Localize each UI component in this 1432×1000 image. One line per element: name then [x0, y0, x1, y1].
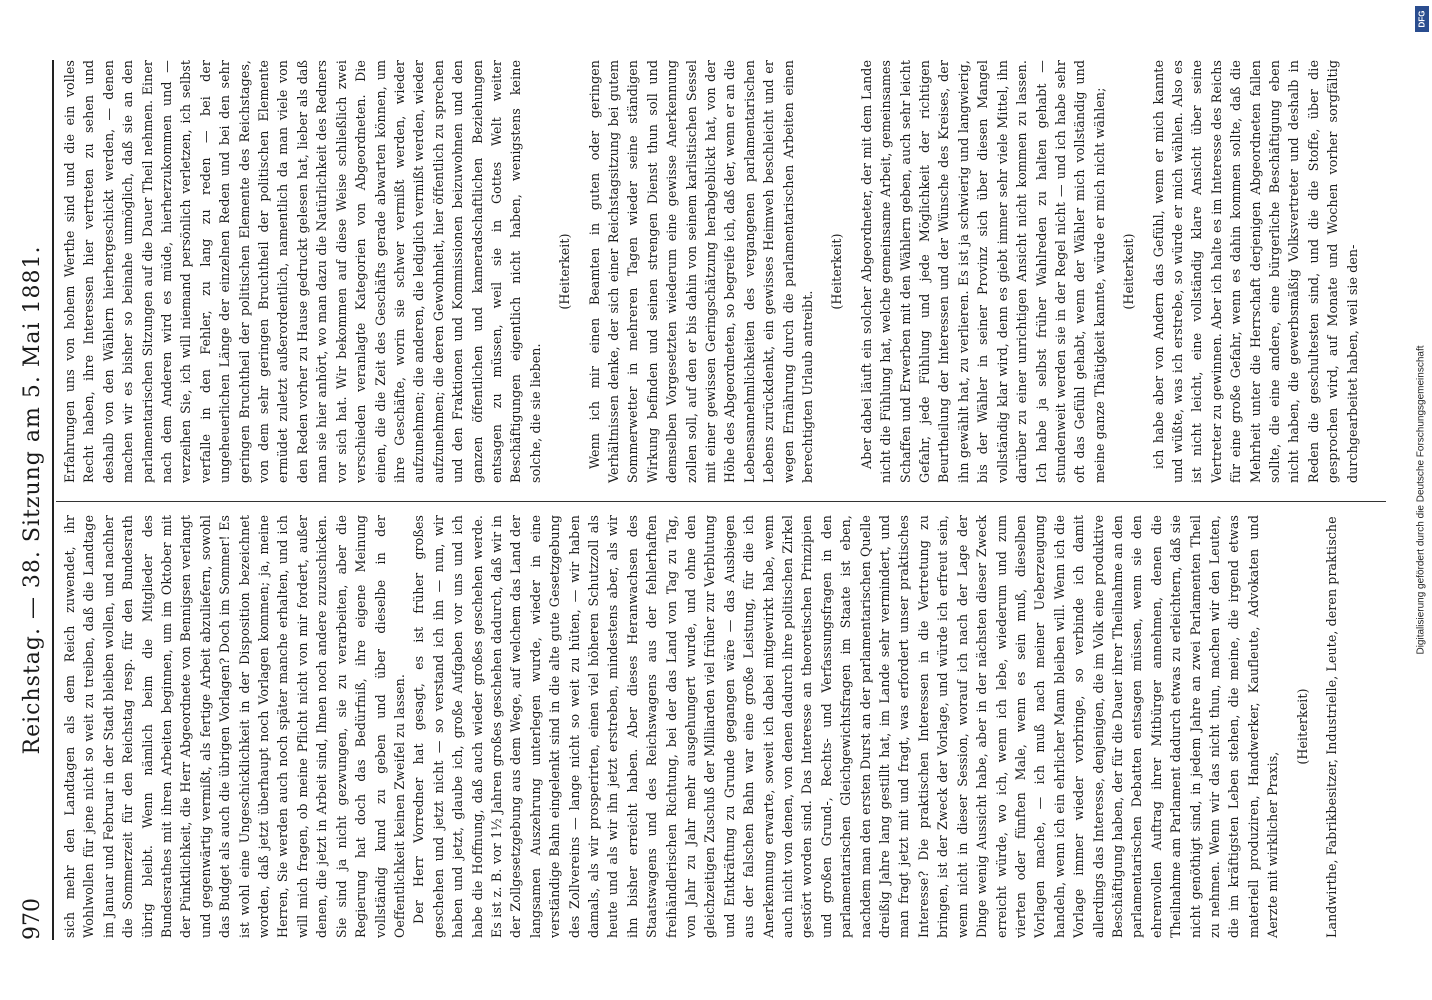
paragraph: Wenn ich mir einen Beamten in guten oder geringen Verhältnissen denke, der sich einer Reichstagsitzung bei gutem Sommerwetter in mehreren Tagen wieder seine ständigen Wirkung befinden und seinen strengen Dienst thun soll und demselben Vorgesetzten wiederum eine gewisse Anerkennung zollen soll, auf den er bis dahin von seinem karlistischen Sessel mit einer gewissen Geringschätzung herabgeblickt hat, von der Höhe des Abgeordneten, so begreife ich, daß der, wenn er an die Lebensannehmlichkeiten des vergangenen parlamentarischen Lebens zurückdenkt, ein gewisses Heimweh beschleicht und er wegen Ernährung durch die parlamentarischen Arbeiten einen berechtigten Urlaub antreibt. [586, 60, 816, 483]
digitization-credit [1413, 30, 1429, 970]
interjection: (Heiterkeit) [557, 233, 573, 310]
paragraph: ich habe aber von Andern das Gefühl, wenn er mich kannte und wüßte, was ich erstrebe, so würde er mich wählen. Also es ist nicht leicht, eine vollständig klare Ansicht über seine Vertreter zu gewinnen. Aber ich halte es im Interesse des Reichs für eine große Gefahr, wenn es dahin kommen sollte, daß die Mehrheit unter die Herrschaft derjenigen Abgeordneten fallen sollte, die eine andere, eine bürgerliche Beschäftigung eben nicht haben, die gewerbsmäßig Volksvertreter und deshalb in Reden die geschultesten sind, und die die Stoffe, über die gesprochen wird, auf Monate und Wochen vorher sorgfältig durchgearbeitet haben, weil sie den- [1150, 60, 1360, 483]
paragraph: Der Herr Vorredner hat gesagt, es ist früher großes geschehen und jetzt nicht — so verstand ich ihn — nun, wir haben und jetzt, glaube ich, große Aufgaben vor uns und ich habe die Hoffnung, daß auch wieder großes geschehen werde. Es ist z. B. vor 1½ Jahren großes geschehen dadurch, daß wir in der Zollgesetzgebung aus dem Wege, auf welchem das Land der langsamen Auszehrung unterlegen wurde, wieder in eine verständige Bahn eingelenkt sind in die alte gute Gesetzgebung des Zollvereins — lange nicht so weit zu hüten, — wir haben damals, als wir prosperirten, einen viel höheren Schutzzoll als heute und als wir ihn jetzt erstreben, mindestens aber, als wir ihn bisher erreicht haben. Aber dieses Heranwachsen des Staatswagens und des Reichswagens aus der fehlerhaften freihändlerischen Richtung, bei der das Land von Tag zu Tag, von Jahr zu Jahr mehr ausgehungert wurde, und ohne den gleichzeitigen Zuschuß der Milliarden viel früher zur Verblutung und Entkräftung zu Grunde gegangen wäre — das Ausbiegen aus der falschen Bahn war eine große Leistung, für die ich Anerkennung erwarte, soweit ich dabei mitgewirkt habe, wenn auch nicht von denen, von denen dadurch ihre politischen Zirkel gestört worden sind. Das Interesse an theoretischen Prinzipien und großen Grund-, Rechts- und Verfassungsfragen in den parlamentarischen Gleichgewichtsfragen im Staate ist eben, nachdem man den ersten Durst an der parlamentarischen Quelle dreißig Jahre lang gestillt hat, im Lande sehr vermindert, und man fragt jetzt mit und fragt, was erfordert unser praktisches Interesse? Die praktischen Interessen in die Vertretung zu bringen, ist der Zweck der Vorlage, und würde ich erfreut sein, wenn nicht in dieser Session, worauf ich nach der Lage der Dinge wenig Aussicht habe, aber in der nächsten dieser Zweck erreicht würde, wo ich, wenn ich lebe, wiederum und zum vierten oder fünften Male, wenn es sein muß, dieselben Vorlagen mache, — ich muß nach meiner Ueberzeugung handeln, wenn ich ein ehrlicher Mann bleiben will. Wenn ich die Vorlage immer wieder vorbringe, so verbinde ich damit allerdings das Interesse, denjenigen, die im Volk eine produktive Beschäftigung haben, der für die Dauer ihrer Theilnahme an den parlamentarischen Debatten entsagen müssen, wenn sie den ehrenvollen Auftrag ihrer Mitbürger annehmen, denen die Theilnahme am Parlament dadurch etwas zu erleichtern, daß sie nicht genöthigt sind, in jedem Jahre an zwei Parlamenten Theil zu nehmen. Wenn wir das nicht thun, machen wir den Leuten, die im kräftigsten Leben stehen, die meine, die irgend etwas materiell produziren, Handwerker, Kaufleute, Advokaten und Aerzte mit wirklicher Praxis, [411, 515, 1281, 938]
paragraph: Erfahrungen uns von hohem Werthe sind und die ein volles Recht haben, ihre Interessen hier vertreten zu sehen und deshalb von den Wählern hierhergeschickt werden, — denen machen wir es bisher so beinahe unmöglich, daß sie an den parlamentarischen Sitzungen auf die Dauer Theil nehmen. Einer nach dem Anderen wird es müde, hierherzukommen und — verzeihen Sie, ich will niemand persönlich verletzen, ich selbst verfalle in den Fehler, zu lang zu reden — bei der ungeheuerlichen Länge der einzelnen Reden und bei den sehr geringen Bruchtheil der politischen Elemente des Reichstages, von dem sehr geringen Bruchtheil der politischen Elemente ermüdet zuletzt außerordentlich, namentlich da man viele von den Reden vorher zu Hause gedruckt gelesen hat, lieber als daß man sie hier anhört, wo man dazu die Natürlichkeit des Redners vor sich hat. Wir bekommen auf diese Weise schließlich zwei verschieden veranlagte Kategorien von Abgeordneten. Die einen, die die Zeit des Geschäfts gerade abwarten können, um ihre Geschäfte, worin sie schwer vermißt werden, wieder aufzunehmen; die anderen, die lediglich vermißt werden, wieder aufzunehmen; die deren Gewohnheit, hier öffentlich zu sprechen und den Fraktionen und Kommissionen beizuwohnen und den ganzen öffentlichen und kameradschaftlichen Beziehungen entsagen zu müssen, weil sie in Gottes Welt weiter Beschäftigungen eigentlich nicht haben, wenigstens keine solche, die sie lieben. [62, 60, 543, 483]
digitization-credit-text: Digitalisierung gefördert durch die Deutsche Forschungsgemeinschaft [1415, 345, 1427, 655]
interjection: (Heiterkeit) [1121, 233, 1137, 310]
column-divider [56, 501, 1386, 502]
interjection: (Heiterkeit) [829, 233, 845, 310]
right-column [60, 60, 1362, 483]
page-header [18, 60, 48, 940]
paragraph: Aber dabei läuft ein solcher Abgeordneter, der mit dem Lande nicht die Fühlung hat, welche gemeinsame Arbeit, gemeinsames Schaffen und Erwerben mit den Wählern geben, auch sehr leicht Gefahr, jede Fühlung und jede Möglichkeit der richtigen Beurtheilung der Interessen und der Wünsche des Kreises, der ihn gewählt hat, zu verlieren. Es ist ja schwierig und langwierig, bis der Wähler in seiner Provinz sich über diesen Mangel vollständig klar wird, denn es giebt immer sehr viele Mittel, ihn darüber zu einer unrichtigen Ansicht nicht kommen zu lassen. Ich habe ja selbst früher Wahlreden zu halten gehabt — stundenweit werden sie in der Regel nicht — und ich habe sehr oft das Gefühl gehabt, wenn der Wähler mich vollständig und meine ganze Thätigkeit kannte, würde er mich nicht wählen; [858, 60, 1107, 483]
dfg-logo: DFG [1415, 6, 1429, 32]
page-number: 970 [20, 898, 45, 940]
header-rule [52, 60, 54, 940]
interjection: (Heiterkeit) [1294, 688, 1310, 765]
running-title: Reichstag. — 38. Sitzung am 5. Mai 1881. [20, 245, 45, 755]
left-column [60, 515, 1341, 938]
paragraph: Landwirthe, Fabrikbesitzer, Industrielle, Leute, deren praktische [1324, 516, 1339, 938]
paragraph: sich mehr den Landtagen als dem Reich zuwendet, ihr Wohlwollen für jene nicht so weit zu treiben, daß die Landtage im Januar und Februar in der Stadt bleiben wollen, und nachher die Sommerzeit für den Reichstag resp. für den Bundesrath übrig bleibt. Wenn nämlich beim die Mitglieder des Bundesrathes mit ihren Arbeiten beginnen, um im Oktober mit der Pünktlichkeit, die Herr Abgeordnete von Bennigsen verlangt und gegenwärtig vermißt, als fertige Arbeit abzuliefern, sowohl das Budget als auch die übrigen Vorlagen? Doch im Sommer! Es ist wohl eine Ungeschicklichkeit in der Disposition bezeichnet worden, daß jetzt überhaupt noch Vorlagen kommen; ja, meine Herren, Sie werden auch noch später manche erhalten, und ich will mich fragen, ob meine Pflicht nicht von mir fordert, außer denen, die jetzt in Arbeit sind, Ihnen noch andere zuzuschicken. Sie sind ja nicht gezwungen, sie zu verarbeiten, aber die Regierung hat doch das Bedürfniß, ihre eigene Meinung vollständig kund zu geben und über dieselbe in der Oeffentlichkeit keinen Zweifel zu lassen. [62, 515, 407, 938]
